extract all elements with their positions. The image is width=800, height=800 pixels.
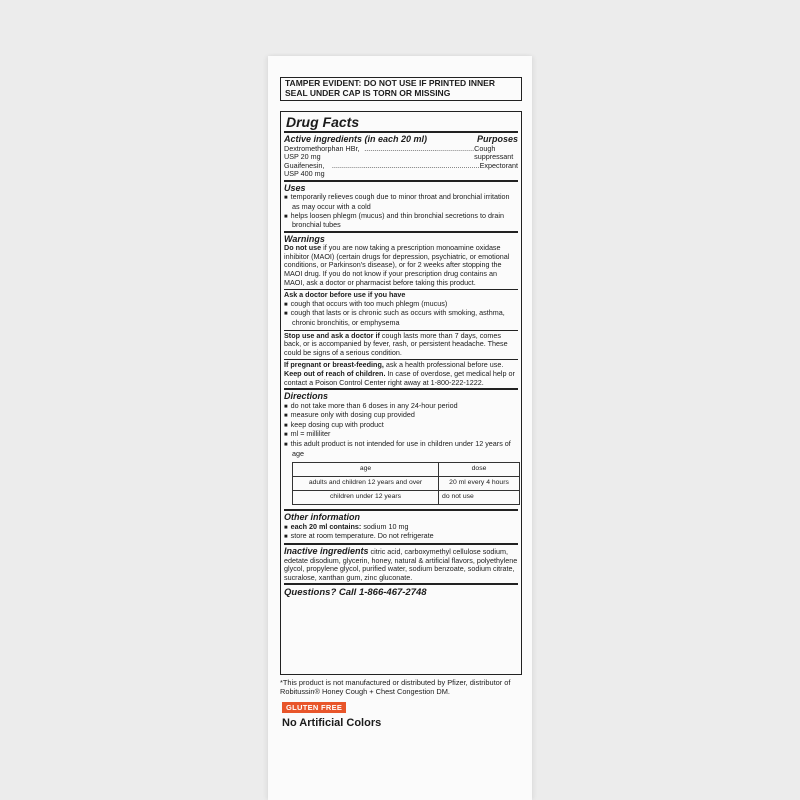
purposes-label: Purposes: [476, 134, 518, 144]
ask-doctor-lead: Ask a doctor before use if you have: [284, 290, 406, 300]
children-lead: Keep out of reach of children.: [284, 368, 386, 378]
divider: [284, 583, 518, 585]
no-artificial-colors-label: No Artificial Colors: [282, 717, 382, 729]
uses-item: ■ temporarily relieves cough due to minor throat and bronchial irritation as may occur with a cold: [284, 193, 518, 211]
active-ingredients-label: Active ingredients (in each 20 ml): [284, 134, 428, 144]
sodium-lead: each 20 ml contains:: [290, 521, 362, 531]
ingredient-row: [284, 145, 518, 162]
divider: [284, 543, 518, 545]
gluten-free-badge: GLUTEN FREE: [282, 702, 346, 713]
children-text: [284, 370, 518, 387]
questions-line: Questions? Call 1-866-467-2748: [284, 587, 427, 599]
warnings-header: Warnings: [284, 233, 325, 244]
column-header-age: age: [293, 463, 439, 477]
children-body: In case of overdose, get medical help or contact a Poison Control Center right away at 1-800-222-1222.: [284, 368, 515, 387]
inactive-ingredients-body: citric acid, carboxymethyl cellulose sodium, edetate disodium, glycerin, honey, natural & artificial flavors, polyethylene glycol, propylene glycol, purified water, sodium benzoate, sodium citrate, sucralose, xanthan gum, zinc gluconate.: [284, 546, 518, 582]
do-not-use-text: [284, 244, 518, 287]
directions-item: ■ this adult product is not intended for use in children under 12 years of age: [284, 440, 518, 458]
ingredient-purpose: Cough suppressant: [474, 143, 514, 162]
leader-dots: .......................................................: [364, 143, 475, 153]
tamper-warning: TAMPER EVIDENT: DO NOT USE IF PRINTED INNER SEAL UNDER CAP IS TORN OR MISSING: [280, 77, 522, 101]
sodium-body: sodium 10 mg: [361, 521, 409, 531]
uses-header: Uses: [284, 182, 306, 193]
leader-dots: ..........................................................................: [331, 160, 480, 170]
table-row: [293, 491, 520, 505]
table-cell-dose: 20 ml every 4 hours: [439, 477, 520, 491]
directions-item: ■ keep dosing cup with product: [284, 421, 518, 431]
other-information-item: ■ store at room temperature. Do not refrigerate: [284, 532, 518, 542]
ingredient-row: [284, 162, 518, 179]
inactive-ingredients-header: Inactive ingredients: [284, 545, 369, 556]
directions-header: Directions: [284, 391, 329, 402]
directions-item: ■ ml = milliliter: [284, 430, 518, 440]
ingredient-name: Guaifenesin, USP 400 mg: [284, 160, 325, 179]
ask-doctor-item: ■ cough that occurs with too much phlegm (mucus): [284, 300, 518, 310]
pregnant-lead: If pregnant or breast-feeding,: [284, 360, 384, 370]
divider: [284, 509, 518, 511]
table-cell-dose: do not use: [439, 491, 520, 505]
drug-facts-title: Drug Facts: [286, 114, 360, 130]
drug-facts-panel: [280, 111, 522, 675]
table-cell-age: adults and children 12 years and over: [293, 477, 439, 491]
table-cell-age: children under 12 years: [293, 491, 439, 505]
directions-item: ■ do not take more than 6 doses in any 24-hour period: [284, 402, 518, 412]
divider: [284, 231, 518, 233]
ingredient-name: Dextromethorphan HBr, USP 20 mg: [284, 143, 360, 162]
do-not-use-body: if you are now taking a prescription monoamine oxidase inhibitor (MAOI) (certain drugs for depression, psychiatric, or emotional conditions, or Parkinson's disease), or for 2 weeks after stopping the MAOI drug. If you do not know if your prescription drug contains an MAOI, ask a doctor or pharmacist before taking this product.: [284, 243, 510, 287]
stop-use-text: [284, 332, 518, 358]
other-information-header: Other information: [284, 512, 360, 523]
table-row: [293, 463, 520, 477]
divider: [284, 388, 518, 390]
directions-item: ■ measure only with dosing cup provided: [284, 411, 518, 421]
stop-use-body: cough lasts more than 7 days, comes back, or is accompanied by fever, rash, or persistent headache. These could be signs of a serious condition.: [284, 330, 508, 357]
stop-use-lead: Stop use and ask a doctor if: [284, 330, 380, 340]
column-header-dose: dose: [439, 463, 520, 477]
pregnant-body: ask a health professional before use.: [383, 360, 504, 370]
ask-doctor-item: ■ cough that lasts or is chronic such as occurs with smoking, asthma, chronic bronchitis, or emphysema: [284, 309, 518, 327]
do-not-use-lead: Do not use: [284, 243, 322, 253]
dosage-table: [292, 462, 520, 505]
active-ingredients-header: [284, 134, 518, 145]
uses-item: ■ helps loosen phlegm (mucus) and thin bronchial secretions to drain bronchial tubes: [284, 212, 518, 230]
divider: [284, 131, 518, 133]
disclaimer-text: *This product is not manufactured or distributed by Pfizer, distributor of Robitussin® Honey Cough + Chest Congestion DM.: [280, 678, 511, 696]
ingredient-purpose: Expectorant: [479, 160, 518, 170]
table-row: [293, 477, 520, 491]
divider: [284, 180, 518, 182]
inactive-ingredients-text: [284, 546, 518, 582]
